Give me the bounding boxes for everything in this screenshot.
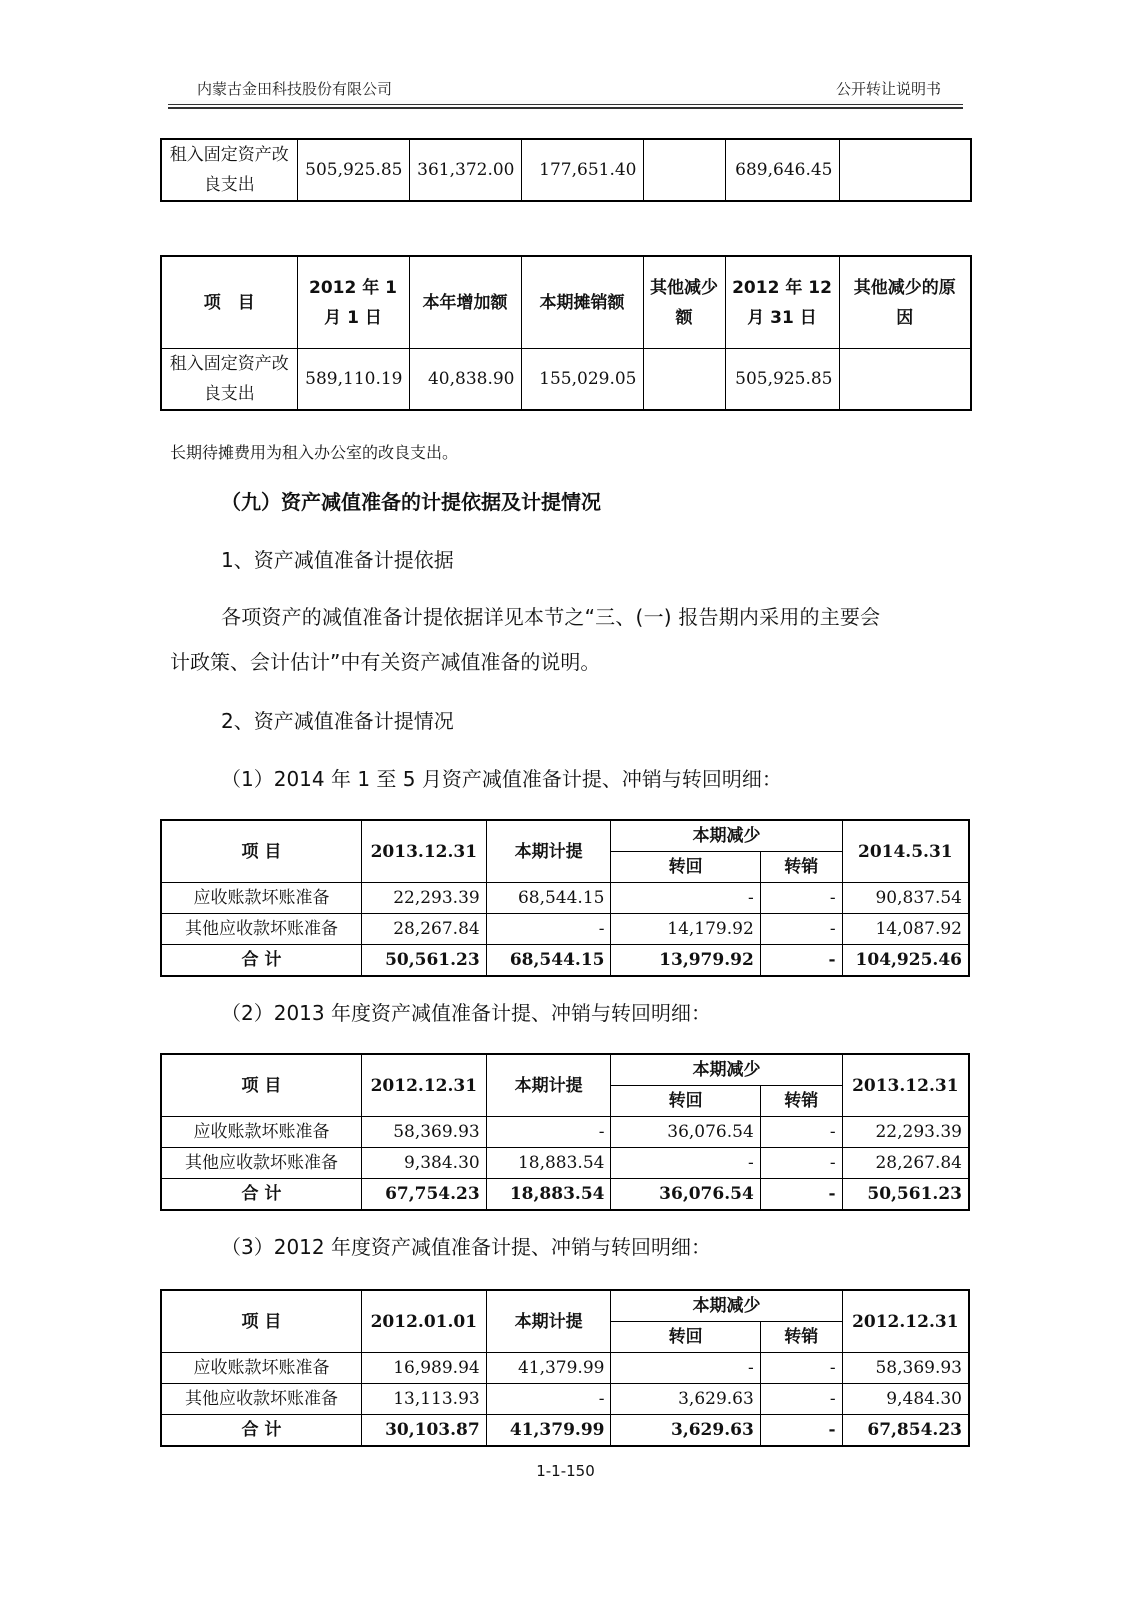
- table-row: [161, 1117, 969, 1148]
- table-cell: 30,103.87: [361, 1415, 486, 1447]
- header-cell: 本期减少: [611, 1054, 842, 1086]
- table-cell: -: [760, 945, 842, 977]
- paragraph: 1、资产减值准备计提依据: [221, 548, 454, 572]
- header-cell: 其他减少额: [643, 256, 725, 349]
- table-cell: 36,076.54: [611, 1117, 760, 1148]
- section-title: （九）资产减值准备的计提依据及计提情况: [221, 490, 601, 514]
- table-total-row: [161, 945, 969, 977]
- table-cell: -: [611, 883, 760, 914]
- header-cell: 项 目: [161, 1290, 361, 1353]
- header-cell: 转回: [611, 852, 760, 883]
- table-cell: 68,544.15: [486, 945, 611, 977]
- table-cell: -: [760, 883, 842, 914]
- header-cell: 转销: [760, 1086, 842, 1117]
- header-cell: 2013.12.31: [361, 820, 486, 883]
- impairment-table-2013: [160, 1053, 970, 1211]
- table-cell: 36,076.54: [611, 1179, 760, 1211]
- table-caption: （1）2014 年 1 至 5 月资产减值准备计提、冲销与转回明细：: [221, 767, 782, 791]
- table-total-row: [161, 1415, 969, 1447]
- table-cell: 40,838.90: [409, 349, 521, 411]
- header-cell: 转销: [760, 852, 842, 883]
- table-cell: 16,989.94: [361, 1353, 486, 1384]
- table-row: [161, 349, 971, 411]
- amortization-table-continued: [160, 138, 972, 202]
- table-cell: 应收账款坏账准备: [161, 1117, 361, 1148]
- header-cell: 本年增加额: [409, 256, 521, 349]
- table-caption: （2）2013 年度资产减值准备计提、冲销与转回明细：: [221, 1001, 711, 1025]
- header-cell: 项 目: [161, 820, 361, 883]
- header-cell: 本期计提: [486, 1054, 611, 1117]
- table-cell: 14,087.92: [842, 914, 969, 945]
- table-cell: 3,629.63: [611, 1415, 760, 1447]
- table-header-row: [161, 1290, 969, 1322]
- table-cell: 3,629.63: [611, 1384, 760, 1415]
- header-rule-thick: [168, 107, 963, 109]
- table-cell: [839, 349, 971, 411]
- header-cell: 本期摊销额: [521, 256, 643, 349]
- table-header-row: [161, 1054, 969, 1086]
- table-row: [161, 139, 971, 201]
- table-cell: 505,925.85: [297, 139, 409, 201]
- header-cell: 本期减少: [611, 1290, 842, 1322]
- header-cell: 2012.01.01: [361, 1290, 486, 1353]
- header-cell: 转销: [760, 1322, 842, 1353]
- header-cell: 项 目: [161, 256, 297, 349]
- table-cell: 361,372.00: [409, 139, 521, 201]
- table-cell: 28,267.84: [361, 914, 486, 945]
- table-cell: 177,651.40: [521, 139, 643, 201]
- header-cell: 转回: [611, 1322, 760, 1353]
- table-cell: 505,925.85: [725, 349, 839, 411]
- table-header-row: [161, 256, 971, 349]
- table-cell: 90,837.54: [842, 883, 969, 914]
- table-cell: 155,029.05: [521, 349, 643, 411]
- impairment-table-2012: [160, 1289, 970, 1447]
- table-cell: -: [760, 1415, 842, 1447]
- table-cell: 58,369.93: [361, 1117, 486, 1148]
- header-doc-title: 公开转让说明书: [835, 80, 941, 98]
- header-cell: 2012.12.31: [361, 1054, 486, 1117]
- table-total-row: [161, 1179, 969, 1211]
- table-cell: 18,883.54: [486, 1148, 611, 1179]
- table-cell: 50,561.23: [842, 1179, 969, 1211]
- table-cell: -: [760, 1179, 842, 1211]
- table-cell: 应收账款坏账准备: [161, 1353, 361, 1384]
- impairment-table-2014: [160, 819, 970, 977]
- table-cell: 应收账款坏账准备: [161, 883, 361, 914]
- table-cell: -: [760, 1148, 842, 1179]
- table-cell: 104,925.46: [842, 945, 969, 977]
- header-rule: [168, 104, 963, 105]
- table-cell: -: [760, 1384, 842, 1415]
- table-cell: 58,369.93: [842, 1353, 969, 1384]
- table-cell: 租入固定资产改良支出: [161, 139, 297, 201]
- table-cell: -: [611, 1353, 760, 1384]
- table-cell: -: [611, 1148, 760, 1179]
- header-cell: 本期计提: [486, 820, 611, 883]
- table-cell: 13,113.93: [361, 1384, 486, 1415]
- header-cell: 2012 年 1 月 1 日: [297, 256, 409, 349]
- table-cell: 9,384.30: [361, 1148, 486, 1179]
- table-cell: [839, 139, 971, 201]
- table-cell: 14,179.92: [611, 914, 760, 945]
- table-cell: [643, 349, 725, 411]
- header-cell: 2012.12.31: [842, 1290, 969, 1353]
- table-cell: [643, 139, 725, 201]
- table-cell: 41,379.99: [486, 1415, 611, 1447]
- table-cell: 合 计: [161, 945, 361, 977]
- header-cell: 本期计提: [486, 1290, 611, 1353]
- table-cell: -: [760, 914, 842, 945]
- table-cell: 68,544.15: [486, 883, 611, 914]
- table-cell: 其他应收款坏账准备: [161, 914, 361, 945]
- header-cell: 转回: [611, 1086, 760, 1117]
- table-cell: 合 计: [161, 1179, 361, 1211]
- table-cell: 28,267.84: [842, 1148, 969, 1179]
- table-row: [161, 883, 969, 914]
- table-cell: 689,646.45: [725, 139, 839, 201]
- table-row: [161, 1148, 969, 1179]
- table-row: [161, 1353, 969, 1384]
- table-cell: -: [486, 1384, 611, 1415]
- note-text: 长期待摊费用为租入办公室的改良支出。: [170, 443, 459, 462]
- table-cell: 22,293.39: [842, 1117, 969, 1148]
- table-cell: 租入固定资产改良支出: [161, 349, 297, 411]
- table-cell: 67,754.23: [361, 1179, 486, 1211]
- table-cell: 22,293.39: [361, 883, 486, 914]
- table-cell: 9,484.30: [842, 1384, 969, 1415]
- amortization-table-2012: [160, 255, 972, 411]
- header-cell: 2012 年 12 月 31 日: [725, 256, 839, 349]
- table-cell: 589,110.19: [297, 349, 409, 411]
- header-company: 内蒙古金田科技股份有限公司: [197, 80, 393, 98]
- header-cell: 其他减少的原因: [839, 256, 971, 349]
- paragraph: 计政策、会计估计”中有关资产减值准备的说明。: [170, 650, 601, 674]
- table-caption: （3）2012 年度资产减值准备计提、冲销与转回明细：: [221, 1235, 711, 1259]
- table-cell: -: [760, 1353, 842, 1384]
- table-cell: -: [486, 1117, 611, 1148]
- header-cell: 项 目: [161, 1054, 361, 1117]
- table-cell: 其他应收款坏账准备: [161, 1384, 361, 1415]
- table-cell: 18,883.54: [486, 1179, 611, 1211]
- table-cell: 41,379.99: [486, 1353, 611, 1384]
- header-cell: 本期减少: [611, 820, 842, 852]
- table-cell: 13,979.92: [611, 945, 760, 977]
- header-cell: 2014.5.31: [842, 820, 969, 883]
- table-cell: -: [486, 914, 611, 945]
- table-row: [161, 1384, 969, 1415]
- paragraph: 2、资产减值准备计提情况: [221, 709, 454, 733]
- table-cell: -: [760, 1117, 842, 1148]
- paragraph: 各项资产的减值准备计提依据详见本节之“三、(一) 报告期内采用的主要会: [221, 605, 881, 629]
- table-cell: 其他应收款坏账准备: [161, 1148, 361, 1179]
- header-cell: 2013.12.31: [842, 1054, 969, 1117]
- table-row: [161, 914, 969, 945]
- page-number: 1-1-150: [536, 1462, 595, 1480]
- table-cell: 67,854.23: [842, 1415, 969, 1447]
- table-header-row: [161, 820, 969, 852]
- table-cell: 合 计: [161, 1415, 361, 1447]
- table-cell: 50,561.23: [361, 945, 486, 977]
